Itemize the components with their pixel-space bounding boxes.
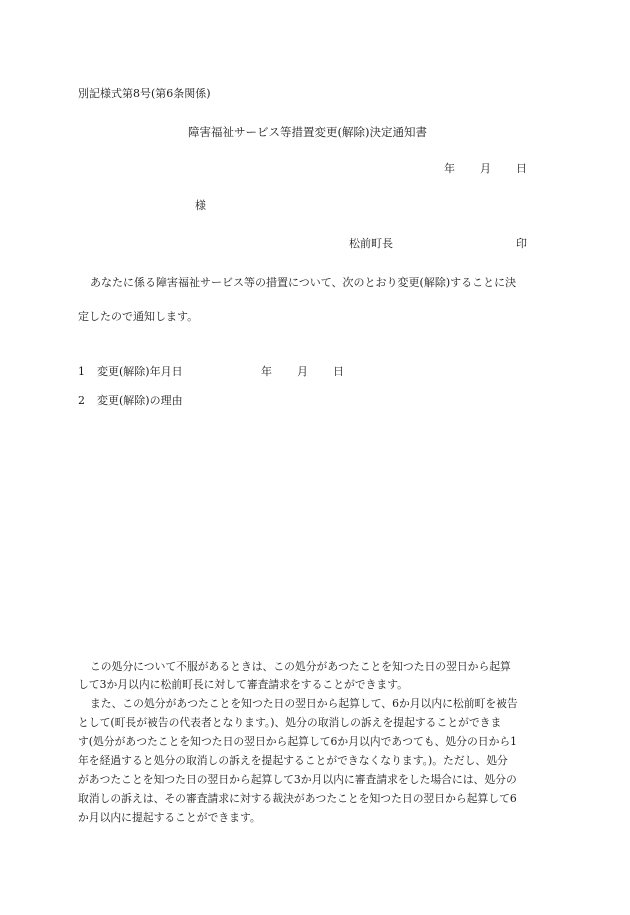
item-1-day-label: 日 [333, 365, 344, 378]
notice-line-9: か月以内に提起することができます。 [78, 811, 261, 824]
notice-line-1: この処分について不服があるときは、この処分があつたことを知つた日の翌日から起算 [90, 660, 511, 673]
notice-line-4: として(町長が被告の代表者となります。)、処分の取消しの訴えを提起することができま [78, 716, 502, 729]
seal-mark: 印 [516, 237, 527, 250]
document-title: 障害福祉サービス等措置変更(解除)決定通知書 [188, 125, 427, 139]
recipient-honorific: 様 [195, 199, 206, 212]
notice-line-8: 取消しの訴えは、その審査請求に対する裁決があつたことを知つた日の翌日から起算して6 [78, 792, 517, 805]
notice-line-3: また、この処分があつたことを知つた日の翌日から起算して、6か月以内に松前町を被告 [90, 697, 518, 710]
item-2-label: 変更(解除)の理由 [97, 394, 183, 407]
date-year-label: 年 [444, 162, 455, 175]
body-text-line-1: あなたに係る障害福祉サービス等の措置について、次のとおり変更(解除)することに決 [90, 276, 517, 289]
item-1-label: 変更(解除)年月日 [97, 365, 183, 378]
item-1-year-label: 年 [261, 365, 272, 378]
notice-line-7: があつたことを知つた日の翌日から起算して3か月以内に審査請求をした場合には、処分の [78, 773, 517, 786]
issuer-name: 松前町長 [349, 237, 393, 250]
notice-line-6: 年を経過すると処分の取消しの訴えを提起することができなくなります。)。ただし、処分 [78, 754, 508, 767]
item-1-month-label: 月 [297, 365, 308, 378]
notice-line-2: して3か月以内に松前町長に対して審査請求をすることができます。 [78, 678, 408, 691]
notice-line-5: す(処分があつたことを知つた日の翌日から起算して6か月以内であつても、処分の日から1 [78, 735, 518, 748]
item-1-number: 1 [78, 365, 85, 378]
body-text-line-2: 定したので通知します。 [78, 310, 199, 323]
item-2-number: 2 [78, 394, 85, 407]
date-day-label: 日 [516, 162, 527, 175]
form-reference: 別記様式第8号(第6条関係) [78, 87, 211, 100]
date-month-label: 月 [480, 162, 491, 175]
